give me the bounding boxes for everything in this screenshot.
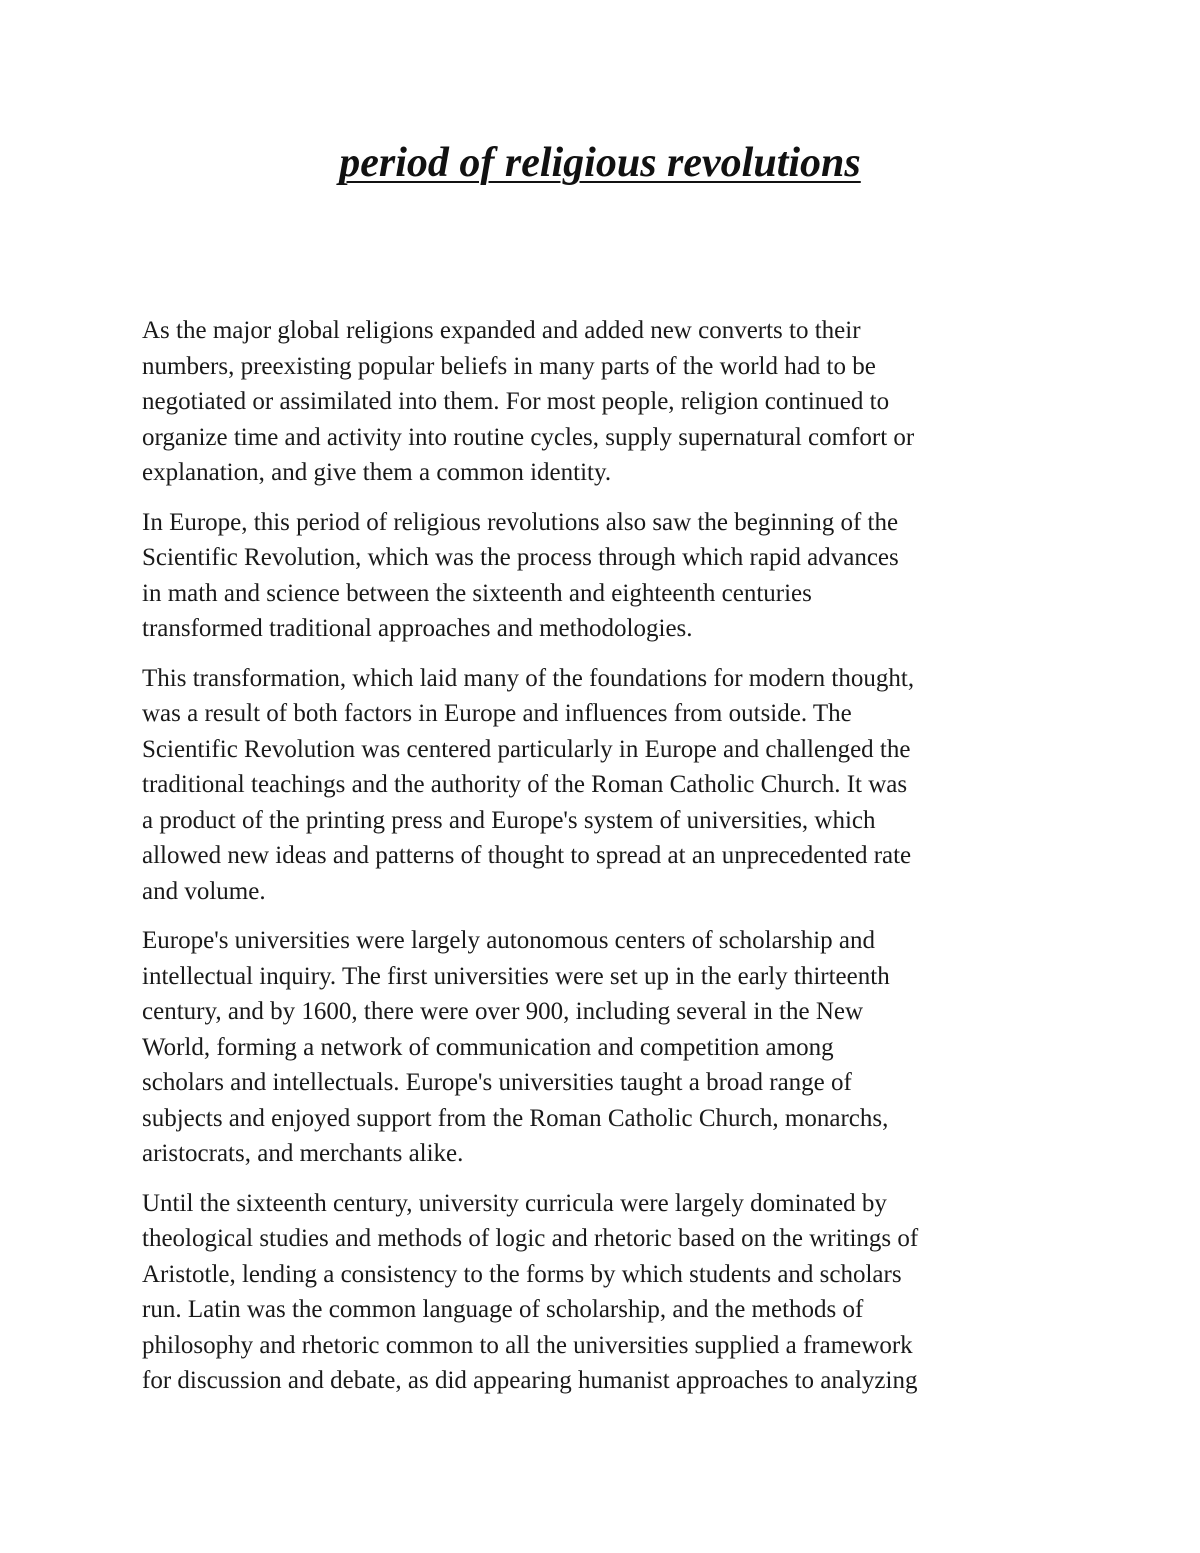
document-body bbox=[142, 313, 1058, 1413]
text-line: a product of the printing press and Europe's system of universities, which bbox=[142, 806, 876, 834]
text-line: transformed traditional approaches and methodologies. bbox=[142, 615, 693, 642]
text-line: Until the sixteenth century, university curricula were largely dominated by bbox=[142, 1189, 887, 1217]
text-line: Aristotle, lending a consistency to the forms by which students and scholars bbox=[142, 1260, 902, 1288]
paragraph-1 bbox=[142, 313, 1058, 491]
text-line: aristocrats, and merchants alike. bbox=[142, 1140, 464, 1167]
text-line: In Europe, this period of religious revolutions also saw the beginning of the bbox=[142, 508, 899, 536]
text-line: This transformation, which laid many of the foundations for modern thought, bbox=[142, 664, 915, 692]
text-line: and volume. bbox=[142, 877, 266, 905]
document-title: period of religious revolutions bbox=[339, 140, 861, 186]
text-line: run. Latin was the common language of scholarship, and the methods of bbox=[142, 1296, 864, 1323]
text-line: subjects and enjoyed support from the Roman Catholic Church, monarchs, bbox=[142, 1104, 889, 1132]
text-line: allowed new ideas and patterns of thought to spread at an unprecedented rate bbox=[142, 842, 912, 869]
text-line: in math and science between the sixteenth and eighteenth centuries bbox=[142, 579, 812, 607]
text-line: traditional teachings and the authority of the Roman Catholic Church. It was bbox=[142, 771, 908, 798]
text-line: numbers, preexisting popular beliefs in many parts of the world had to be bbox=[142, 352, 876, 380]
text-line: World, forming a network of communication and competition among bbox=[142, 1033, 834, 1061]
text-line: organize time and activity into routine cycles, supply supernatural comfort or bbox=[142, 423, 915, 451]
paragraph-5 bbox=[142, 1186, 1058, 1399]
text-line: Scientific Revolution, which was the process through which rapid advances bbox=[142, 544, 899, 571]
text-line: philosophy and rhetoric common to all the universities supplied a framework bbox=[142, 1331, 913, 1359]
text-line: Europe's universities were largely autonomous centers of scholarship and bbox=[142, 927, 876, 954]
text-line: theological studies and methods of logic and rhetoric based on the writings of bbox=[142, 1225, 919, 1252]
text-line: century, and by 1600, there were over 900, including several in the New bbox=[142, 998, 864, 1025]
text-line: explanation, and give them a common identity. bbox=[142, 459, 612, 486]
text-line: scholars and intellectuals. Europe's universities taught a broad range of bbox=[142, 1069, 852, 1096]
paragraph-4 bbox=[142, 923, 1058, 1172]
text-line: Scientific Revolution was centered particularly in Europe and challenged the bbox=[142, 735, 911, 763]
text-line: negotiated or assimilated into them. For most people, religion continued to bbox=[142, 388, 890, 415]
paragraph-2 bbox=[142, 505, 1058, 647]
text-line: for discussion and debate, as did appearing humanist approaches to analyzing bbox=[142, 1367, 918, 1394]
text-line: was a result of both factors in Europe and influences from outside. The bbox=[142, 700, 852, 727]
text-line: intellectual inquiry. The first universities were set up in the early thirteenth bbox=[142, 962, 890, 990]
paragraph-3 bbox=[142, 661, 1058, 910]
text-line: As the major global religions expanded and added new converts to their bbox=[142, 317, 861, 344]
